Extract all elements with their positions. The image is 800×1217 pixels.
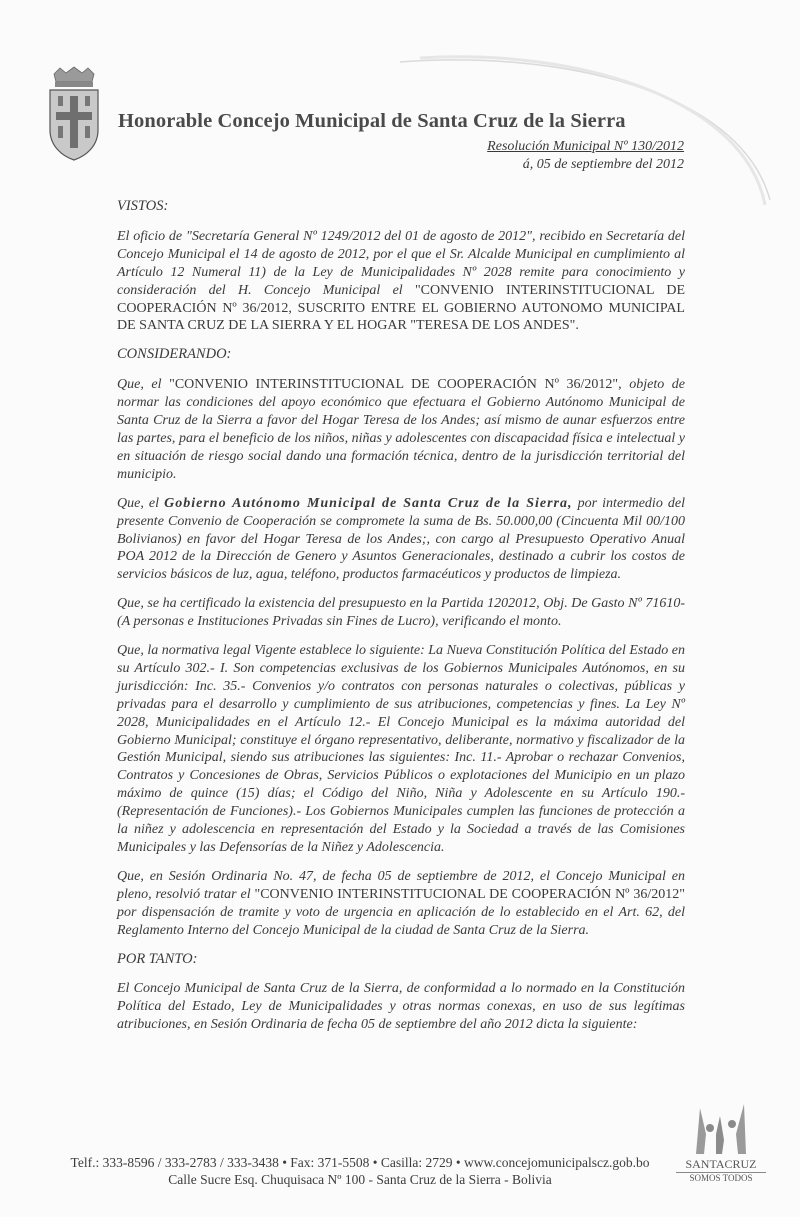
logo-tagline: SOMOS TODOS: [676, 1172, 766, 1183]
resolution-date: á, 05 de septiembre del 2012: [522, 157, 684, 172]
paragraph-text: por intermedio del presente Convenio de Cooperación se compromete la suma de Bs. 50.000,00 (Cincuenta Mil 00/100 Bolivianos) en favor del Hogar Teresa de los Andes;, con cargo al Presupuesto Operativo Anual POA 2012 de la Dirección de Genero y Asuntos Generacionales, destinado a cubrir los costos de servicios básicos de luz, agua, teléfono, productos farmacéuticos y productos de limpieza.: [117, 495, 686, 583]
considerando-paragraph-2: [117, 495, 685, 585]
convenio-title: "CONVENIO INTERINSTITUCIONAL DE COOPERACIÓN Nº 36/2012": [254, 886, 686, 902]
considerando-paragraph-4: Que, la normativa legal Vigente establece lo siguiente: La Nueva Constitución Política del Estado en su Artículo 302.- I. Son competencias exclusivas de los Gobiernos Municipales Autónomos, en su jurisdicción: Inc. 35.- Convenios y/o contratos con personas naturales o colectivas, públicas y privadas para el desarrollo y cumplimiento de sus atribuciones, competencias y fines. La Ley Nº 2028, Municipalidades en el Artículo 12.- El Concejo Municipal es la máxima autoridad del Gobierno Municipal; constituye el órgano representativo, deliberante, normativo y fiscalizador de la Gestión Municipal, siendo sus atribuciones las siguientes: Inc. 11.- Aprobar o rechazar Convenios, Contratos y Concesiones de Obras, Servicios Públicos o explotaciones del Municipio en un plazo máximo de quince (15) días; el Código del Niño, Niña y Adolescente en su Artículo 190.- (Representación de Funciones).- Los Gobiernos Municipales cumplen las funciones de protección a la niñez y adolescencia en representación del Estado y la Sociedad a través de las Comisiones Municipales y las Defensorías de la Niñez y Adolescencia.: [117, 643, 685, 855]
considerando-paragraph-3: Que, se ha certificado la existencia del presupuesto en la Partida 1202012, Obj. De Gasto Nº 71610- (A personas e Instituciones Privadas sin Fines de Lucro), verificando el monto.: [117, 596, 685, 630]
considerando-heading: CONSIDERANDO:: [117, 346, 232, 363]
considerando-paragraph-5: [117, 868, 685, 940]
portanto-heading: POR TANTO:: [117, 950, 198, 967]
footer-phone-line: Telf.: 333-8596 / 333-2783 / 333-3438 • Fax: 371-5508 • Casilla: 2729 • www.concejomunicipalscz.gob.bo: [70, 1155, 650, 1170]
vistos-heading: VISTOS:: [117, 198, 169, 214]
resolution-number: Resolución Municipal Nº 130/2012: [487, 139, 684, 154]
coat-of-arms-icon: [44, 66, 104, 162]
resolution-block: [487, 138, 684, 174]
convenio-title: "CONVENIO INTERINSTITUCIONAL DE COOPERACIÓN Nº 36/2012",: [169, 377, 622, 393]
paragraph-text: objeto de normar las condiciones del apoyo económico que efectuara el Gobierno Autónomo Municipal de Santa Cruz de la Sierra a favor del Hogar Teresa de los Andes; así mismo de aunar esfuerzos entre las partes, para el beneficio de los niños, niñas y adolescentes con discapacidad física e intelectual y en situación de riesgo social dando una formación técnica, dentro de la jurisdicción territorial del municipio.: [117, 377, 686, 482]
paragraph-lead: Que, el: [117, 377, 162, 393]
paragraph-lead: Que, el: [117, 495, 160, 511]
document-body: [117, 198, 685, 1045]
footer-contact: [50, 1154, 670, 1188]
paragraph-text: por dispensación de tramite y voto de urgencia en aplicación de lo establecido en el Art. 62, del Reglamento Interno del Concejo Municipal de la ciudad de Santa Cruz de la Sierra.: [117, 904, 685, 938]
vistos-paragraph: [117, 228, 685, 335]
vistos-text: El oficio de "Secretaría General Nº 1249/2012 del 01 de agosto de 2012", recibido en Secretaría del Concejo Municipal el 14 de agosto de 2012, por el que el Sr. Alcalde Municipal en cumplimiento al Artículo 12 Numeral 11) de la Ley de Municipalidades Nº 2028 remite para conocimiento y consideración del H. Concejo Municipal el: [117, 228, 685, 298]
considerando-paragraph-1: [117, 376, 685, 483]
footer-address-line: Calle Sucre Esq. Chuquisaca Nº 100 - Santa Cruz de la Sierra - Bolivia: [168, 1172, 552, 1187]
paragraph-lead: Que, en Sesión Ordinaria No. 47, de fecha 05 de septiembre de 2012, el Concejo Municipal en pleno, resolvió tratar el: [117, 868, 685, 902]
government-name: Gobierno Autónomo Municipal de Santa Cruz de la Sierra,: [164, 495, 573, 511]
logo-name: SANTACRUZ: [685, 1157, 757, 1171]
vistos-convenio-title: "CONVENIO INTERINSTITUCIONAL DE COOPERACIÓN Nº 36/2012, SUSCRITO ENTRE EL GOBIERNO AUTONOMO MUNICIPAL DE SANTA CRUZ DE LA SIERRA Y EL HOGAR "TERESA DE LOS ANDES".: [117, 282, 685, 334]
portanto-paragraph: El Concejo Municipal de Santa Cruz de la Sierra, de conformidad a lo normado en la Constitución Política del Estado, Ley de Municipalidades y otras normas conexas, en uso de sus legítimas atribuciones, en Sesión Ordinaria de fecha 05 de septiembre del año 2012 dicta la siguiente:: [117, 981, 685, 1033]
council-title: Honorable Concejo Municipal de Santa Cruz de la Sierra: [118, 110, 626, 132]
